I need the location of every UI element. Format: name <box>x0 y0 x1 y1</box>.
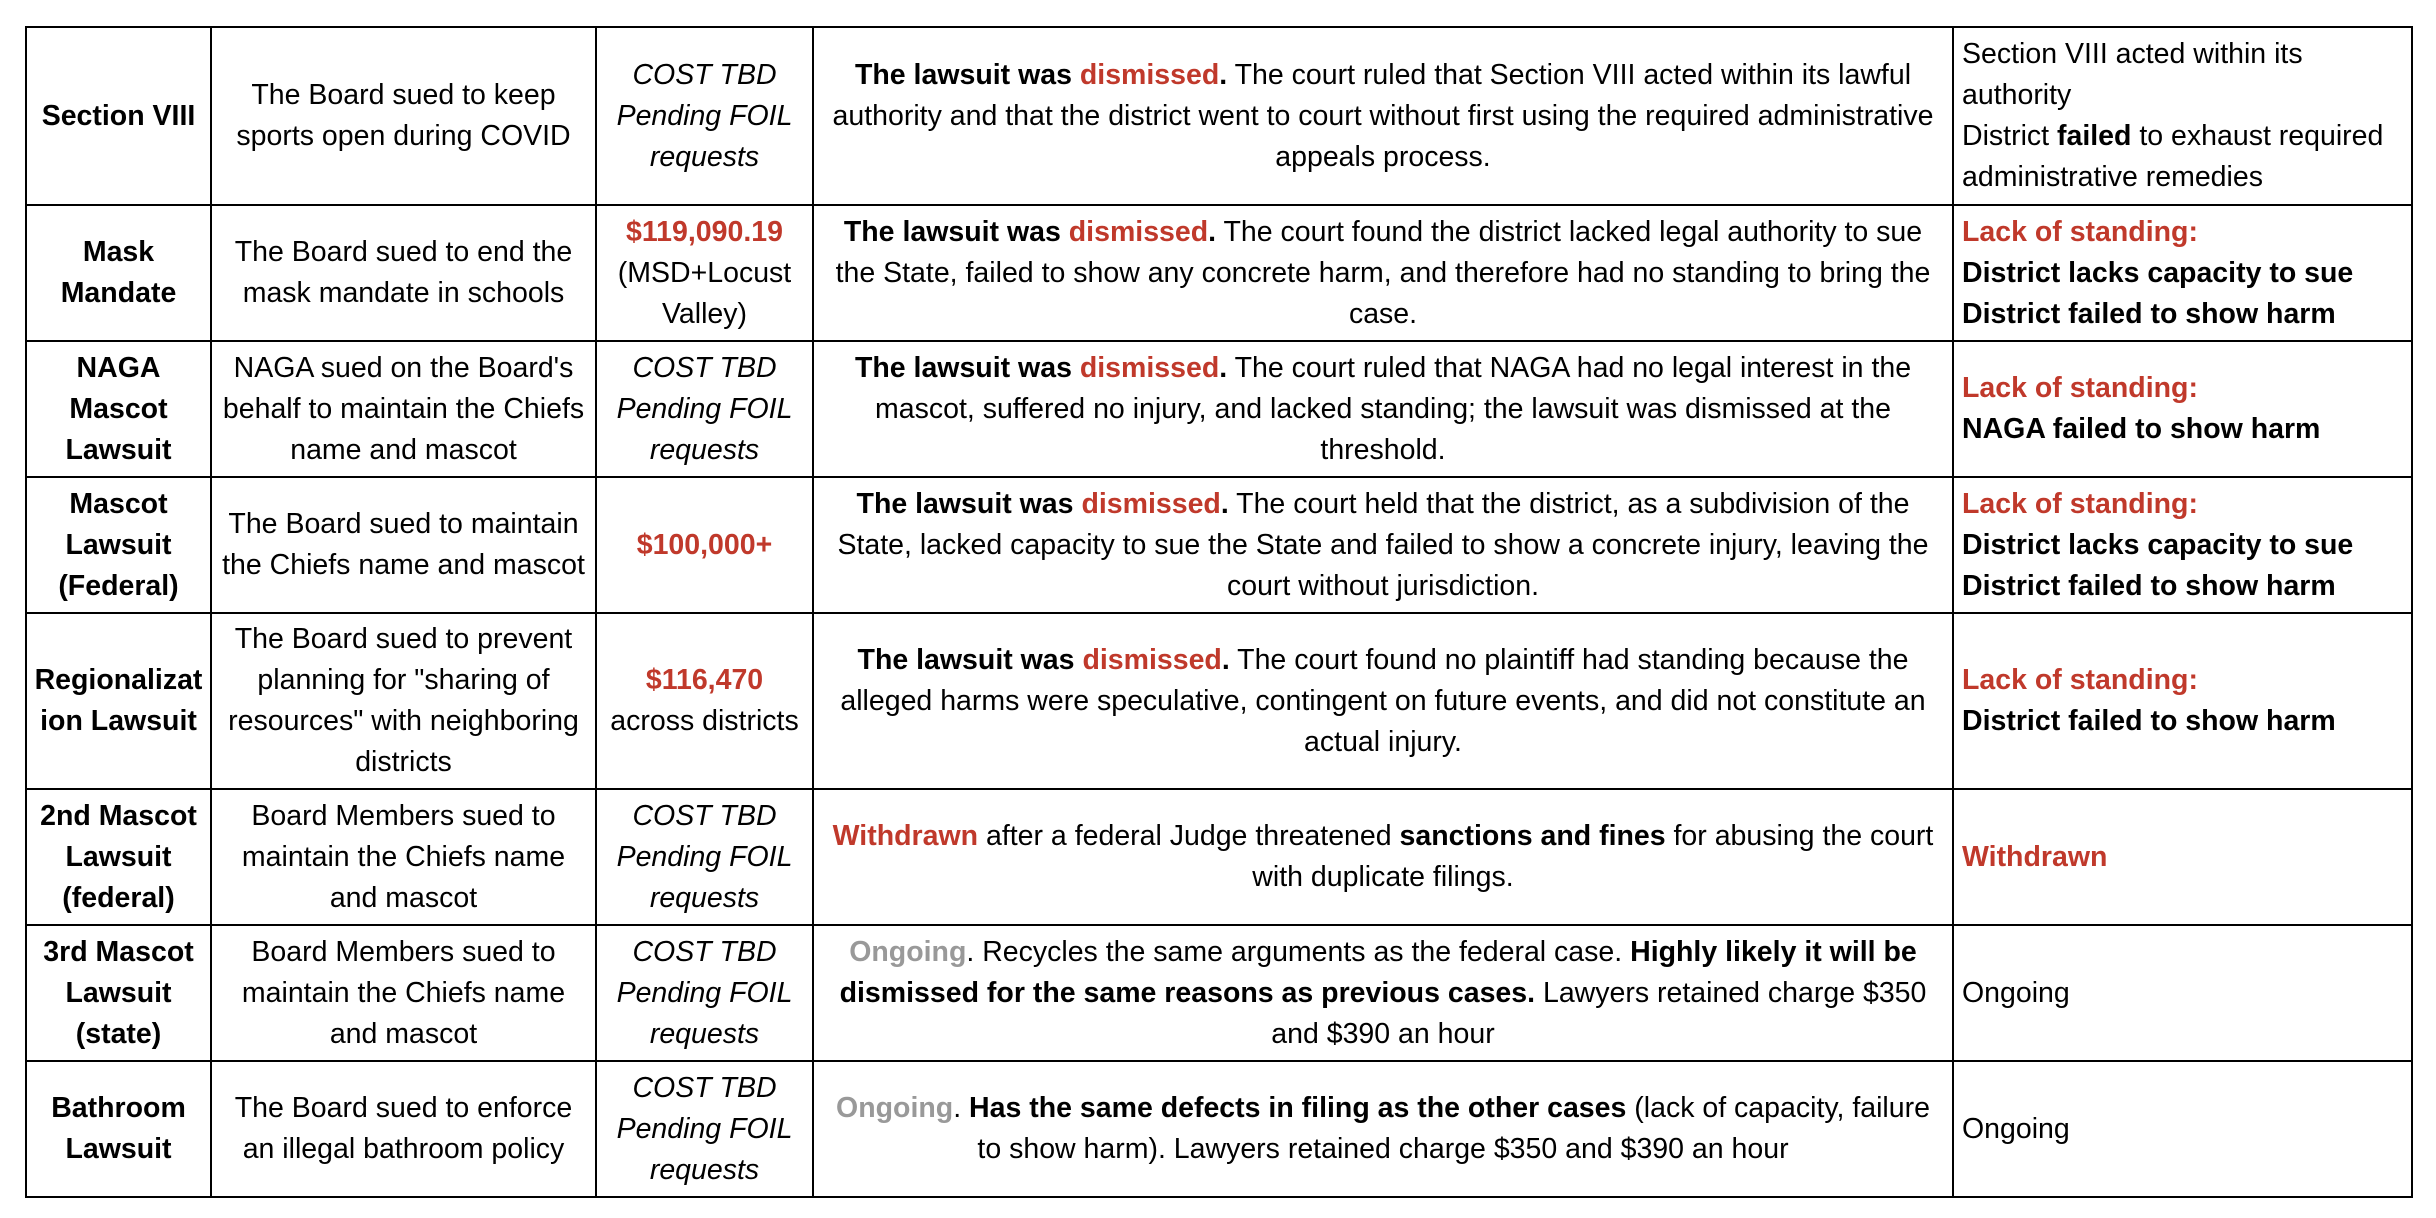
case-outcome <box>1953 925 2412 1061</box>
case-cost <box>596 925 813 1061</box>
table-row <box>26 925 2412 1061</box>
cost-line: requests <box>649 140 760 173</box>
summary-lead: The lawsuit was <box>854 351 1080 384</box>
table-row <box>26 789 2412 925</box>
outcome-line: NAGA failed to show harm <box>1962 413 2321 445</box>
cost-amount: $119,090.19 <box>626 215 783 248</box>
summary-text: The court found no plaintiff had standing because the alleged harms were speculative, contingent on future events, and did not constitute an actual injury. <box>840 643 1926 758</box>
summary-emphasis: Highly likely it will be dismissed for the same reasons as previous cases. <box>839 935 1917 1009</box>
outcome-text: to exhaust required administrative remedies <box>1962 120 2384 193</box>
case-description: The Board sued to end the mask mandate in schools <box>211 205 596 341</box>
cost-line: Pending FOIL <box>616 976 793 1009</box>
case-cost <box>596 27 813 205</box>
summary-lead: The lawsuit was <box>854 58 1080 91</box>
case-summary <box>813 789 1953 925</box>
case-description: Board Members sued to maintain the Chiefs name and mascot <box>211 925 596 1061</box>
table-row <box>26 27 2412 205</box>
summary-status: dismissed <box>1082 643 1222 676</box>
summary-lead: The lawsuit was <box>843 215 1069 248</box>
cost-line: requests <box>649 433 760 466</box>
case-cost <box>596 1061 813 1197</box>
outcome-heading: Lack of standing: <box>1962 664 2198 696</box>
outcome-line: District failed to show harm <box>1962 297 2336 330</box>
summary-emphasis: Has the same defects in filing as the other cases <box>969 1092 1627 1124</box>
table-row <box>26 341 2412 477</box>
case-outcome <box>1953 27 2412 205</box>
summary-period: . <box>1208 215 1217 248</box>
cost-line: Pending FOIL <box>616 1112 793 1145</box>
cost-line: requests <box>649 1153 760 1186</box>
cost-note: (MSD+Locust Valley) <box>617 256 792 330</box>
cost-amount: $100,000+ <box>636 528 773 561</box>
case-name: 2nd Mascot Lawsuit (federal) <box>26 789 211 925</box>
summary-text: . Recycles the same arguments as the federal case. <box>966 935 1631 968</box>
summary-text: . <box>953 1092 970 1124</box>
summary-text: The court found the district lacked legal authority to sue the State, failed to show any concrete harm, and therefore had no standing to bring the case. <box>835 215 1931 330</box>
summary-status: Ongoing <box>849 935 967 968</box>
summary-status: dismissed <box>1068 215 1209 248</box>
case-name: Mascot Lawsuit (Federal) <box>26 477 211 613</box>
summary-status: Withdrawn <box>832 820 979 852</box>
summary-lead: The lawsuit was <box>857 643 1083 676</box>
outcome-line: Section VIII acted within its authority <box>1962 38 2303 111</box>
case-summary <box>813 341 1953 477</box>
case-description: The Board sued to maintain the Chiefs name and mascot <box>211 477 596 613</box>
case-name: 3rd Mascot Lawsuit (state) <box>26 925 211 1061</box>
summary-text: (lack of capacity, failure to show harm). Lawyers retained charge $350 and $390 an hour <box>977 1092 1930 1165</box>
outcome-text: District <box>1962 120 2057 152</box>
case-summary <box>813 925 1953 1061</box>
cost-note: across districts <box>610 705 799 737</box>
summary-status: Ongoing <box>836 1092 954 1124</box>
outcome-heading: Withdrawn <box>1962 840 2108 873</box>
summary-text: for abusing the court with duplicate filings. <box>1252 820 1934 893</box>
case-cost <box>596 341 813 477</box>
summary-text: after a federal Judge threatened <box>978 820 1400 852</box>
case-name: Bathroom Lawsuit <box>26 1061 211 1197</box>
case-name: NAGA Mascot Lawsuit <box>26 341 211 477</box>
case-outcome <box>1953 477 2412 613</box>
case-cost <box>596 477 813 613</box>
case-description: Board Members sued to maintain the Chiefs name and mascot <box>211 789 596 925</box>
case-outcome <box>1953 341 2412 477</box>
case-name: Mask Mandate <box>26 205 211 341</box>
summary-lead: The lawsuit was <box>856 487 1082 520</box>
cost-line: Pending FOIL <box>616 840 793 873</box>
cost-line: requests <box>649 881 760 914</box>
case-summary <box>813 477 1953 613</box>
case-outcome <box>1953 613 2412 789</box>
summary-text: The court ruled that Section VIII acted within its lawful authority and that the district went to court without first using the required administrative appeals process. <box>832 58 1934 173</box>
table-row <box>26 613 2412 789</box>
case-description: The Board sued to prevent planning for "sharing of resources" with neighboring districts <box>211 613 596 789</box>
summary-status: dismissed <box>1079 351 1220 384</box>
outcome-emphasis: failed <box>2057 120 2132 152</box>
outcome-line: District failed to show harm <box>1962 705 2336 737</box>
case-summary <box>813 1061 1953 1197</box>
case-name: Regionalization Lawsuit <box>26 613 211 789</box>
cost-line: Pending FOIL <box>616 392 793 425</box>
outcome-line: Ongoing <box>1962 976 2070 1009</box>
summary-status: dismissed <box>1079 58 1220 91</box>
outcome-line: District lacks capacity to sue <box>1962 528 2354 561</box>
outcome-line <box>1962 116 2403 198</box>
summary-period: . <box>1220 487 1229 520</box>
case-outcome <box>1953 1061 2412 1197</box>
case-outcome <box>1953 205 2412 341</box>
cost-line: COST TBD <box>632 351 777 384</box>
case-summary <box>813 205 1953 341</box>
case-outcome <box>1953 789 2412 925</box>
summary-period: . <box>1221 643 1230 676</box>
outcome-heading: Lack of standing: <box>1962 372 2198 404</box>
case-description: NAGA sued on the Board's behalf to maintain the Chiefs name and mascot <box>211 341 596 477</box>
case-name: Section VIII <box>26 27 211 205</box>
cost-line: Pending FOIL <box>616 99 793 132</box>
cost-line: COST TBD <box>632 935 777 968</box>
case-cost <box>596 789 813 925</box>
cost-amount: $116,470 <box>645 664 764 696</box>
case-summary <box>813 613 1953 789</box>
lawsuit-table <box>25 26 2413 1198</box>
outcome-line: District failed to show harm <box>1962 569 2336 602</box>
case-summary <box>813 27 1953 205</box>
cost-line: COST TBD <box>632 799 777 832</box>
summary-text: Lawyers retained charge $350 and $390 an hour <box>1271 976 1927 1050</box>
case-description: The Board sued to enforce an illegal bathroom policy <box>211 1061 596 1197</box>
cost-line: requests <box>649 1017 760 1050</box>
outcome-heading: Lack of standing: <box>1962 487 2198 520</box>
summary-text: The court ruled that NAGA had no legal interest in the mascot, suffered no injury, and lacked standing; the lawsuit was dismissed at the threshold. <box>875 351 1912 466</box>
summary-emphasis: sanctions and fines <box>1399 820 1666 852</box>
table-row <box>26 1061 2412 1197</box>
case-cost <box>596 613 813 789</box>
outcome-line: District lacks capacity to sue <box>1962 256 2354 289</box>
outcome-line: Ongoing <box>1962 1112 2070 1145</box>
outcome-heading: Lack of standing: <box>1962 215 2198 248</box>
cost-line: COST TBD <box>632 58 777 91</box>
case-description: The Board sued to keep sports open during COVID <box>211 27 596 205</box>
cost-line: COST TBD <box>632 1071 777 1104</box>
summary-status: dismissed <box>1081 487 1221 520</box>
case-cost <box>596 205 813 341</box>
summary-period: . <box>1219 351 1228 384</box>
summary-text: The court held that the district, as a subdivision of the State, lacked capacity to sue the State and failed to show a concrete injury, leaving the court without jurisdiction. <box>837 487 1929 602</box>
table-row <box>26 477 2412 613</box>
table-row <box>26 205 2412 341</box>
summary-period: . <box>1219 58 1228 91</box>
